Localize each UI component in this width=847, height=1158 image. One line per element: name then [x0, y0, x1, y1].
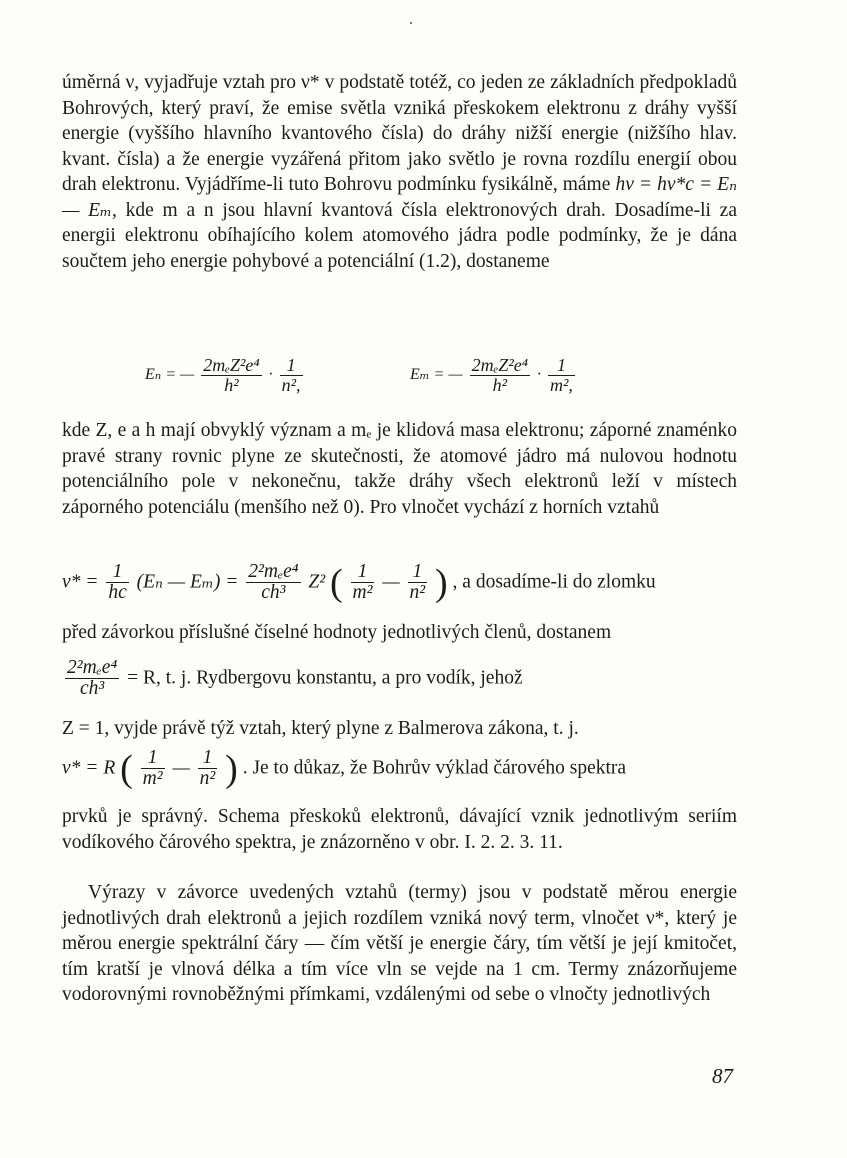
text-block-3 [62, 620, 737, 646]
fraction: $\frac{1}{\text{n²}}$ [199, 747, 216, 790]
text-block-3b [62, 716, 737, 742]
bohr-condition-formula: hν = hν*c = Eₙ — Eₘ, [62, 174, 737, 221]
equation-lhs: Eₙ = — [145, 366, 195, 384]
equation-wavenumber: ν* = $\frac{1}{hc}$ (Eₙ — Eₘ) = $\frac{\text{2²mₑe⁴}}{\text{ch³}}$ Z² ( $\frac{1}{\text{m²}}$ — $\frac{1}{\text{n²}}$ ) , a dosadíme-li do zlomku [62, 561, 656, 604]
fraction: $\frac{1}{\text{m²}}$ [142, 747, 163, 790]
paragraph-3a: před závorkou příslušné číselné hodnoty jednotlivých členů, dostanem [62, 622, 612, 643]
fraction: $\frac{\text{2²mₑe⁴}}{\text{ch³}}$ [248, 561, 299, 604]
paragraph-1: úměrná ν, vyjadřuje vztah pro ν* v podstatě totéž, co jeden ze základních předpokladů Bohrových, který praví, že emise světla vzniká přeskokem elektronu z dráhy vyšší energie (vyššího hlavního kvantového čísla) do dráhy nižší energie (nižšího hlav. kvant. čísla) a že energie vyzářená přitom jako světlo je rovna rozdílu energií obou drah elektronu. Vyjádříme-li tuto Bohrovu podmínku fysikálně, máme [62, 72, 737, 195]
scan-speck [410, 22, 412, 24]
page-number: 87 [712, 1064, 733, 1088]
fraction: $\frac{1}{\text{n²,}}$ [281, 355, 301, 395]
paragraph-2: kde Z, e a h mají obvyklý význam a mₑ je klidová masa elektronu; záporné znaménko pravé strany rovnic plyne ze skutečnosti, že atomové jádro má nulovou hodnotu potenciálního pole v nekonečnu, takže dráhy všech elektronů leží v místech záporného potenciálu (menšího než 0). Pro vlnočet vychází z horních vztahů [62, 420, 737, 518]
text-block-4 [62, 880, 737, 1008]
paragraph-4: Výrazy v závorce uvedených vztahů (termy) jsou v podstatě měrou energie jednotlivých drah elektronů a jejich rozdílem vzniká nový term, vlnočet ν*, který je měrou energie spektrální čáry — čím větší je energie čáry, tím větší je její kmitočet, tím kratší je vlnová délka a tím více vln se vejde na 1 cm. Termy znázorňujeme vodorovnými rovnoběžnými přímkami, vzdálenými od sebe o vlnočty jednotlivých [62, 882, 737, 1005]
equation-Em [410, 356, 578, 395]
text-block-1 [62, 70, 737, 274]
equation-rydberg: $\frac{\text{2²mₑe⁴}}{\text{ch³}}$ = R, t. j. Rydbergovu konstantu, a pro vodík, jehož [67, 657, 523, 700]
fraction: $\frac{1}{hc}$ [108, 561, 127, 604]
fraction: $\frac{1}{\text{m²,}}$ [549, 355, 573, 395]
text-block-3c [62, 804, 737, 855]
paragraph-3c: prvků je správný. Schema přeskoků elektronů, dávající vznik jednotlivým seriím vodíkového čárového spektra, je znázorněno v obr. I. 2. 2. 3. 11. [62, 806, 737, 853]
paragraph-3b: Z = 1, vyjde právě týž vztah, který plyne z Balmerova zákona, t. j. [62, 718, 579, 739]
fraction: $\frac{\text{2²mₑe⁴}}{\text{ch³}}$ [67, 657, 118, 700]
fraction: $\frac{\text{2mₑZ²e⁴}}{\text{h²}}$ [471, 355, 528, 395]
text-block-2 [62, 418, 737, 520]
equation-lhs: Eₘ = — [410, 366, 463, 384]
equation-balmer: ν* = R ( $\frac{1}{\text{m²}}$ — $\frac{1}{\text{n²}}$ ) . Je to důkaz, že Bohrův výklad čárového spektra [62, 747, 627, 790]
dot-operator: · [268, 366, 273, 384]
equation-En [145, 356, 306, 395]
fraction: $\frac{1}{\text{n²}}$ [409, 561, 426, 604]
fraction: $\frac{1}{\text{m²}}$ [352, 561, 373, 604]
paragraph-1b: kde m a n jsou hlavní kvantová čísla elektronových drah. Dosadíme-li za energii elektronu obíhajícího kolem atomového jádra podle podmínky, že je dána součtem jeho energie pohybové a potenciální (1.2), dostaneme [62, 199, 737, 272]
dot-operator: · [536, 366, 541, 384]
fraction: $\frac{\text{2mₑZ²e⁴}}{\text{h²}}$ [203, 355, 260, 395]
